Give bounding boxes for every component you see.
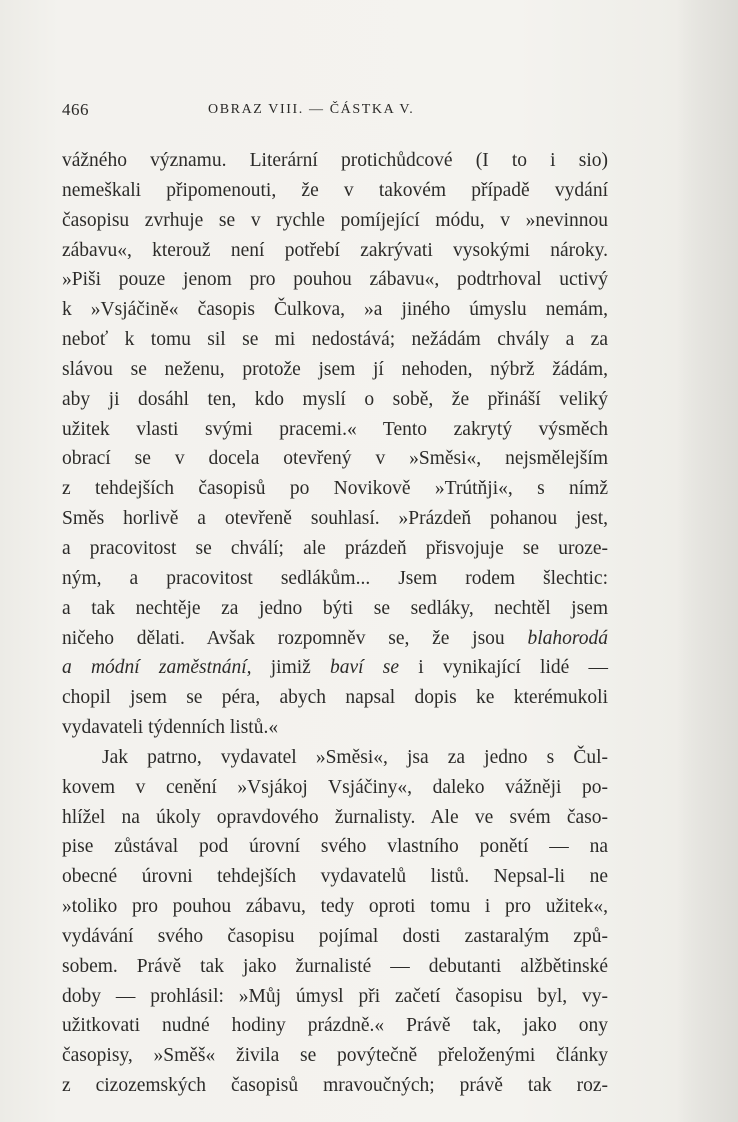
page-header (62, 100, 622, 124)
text-line: pise zůstával pod úrovní svého vlastního ponětí — na (62, 836, 608, 858)
text-span: i vynikající lidé — (399, 657, 608, 679)
text-line: neboť k tomu sil se mi nedostává; nežádám chvály a za (62, 329, 608, 351)
text-line: doby — prohlásil: »Můj úmysl při začetí časopisu byl, vy- (62, 985, 608, 1007)
text-line: obrací se v docela otevřený v »Směsi«, nejsmělejším (62, 448, 608, 470)
text-line (62, 653, 608, 683)
text-line: časopisy, »Směš« živila se povýtečně přeloženými články (62, 1045, 608, 1067)
text-line: sobem. Právě tak jako žurnalisté — debutanti alžbětinské (62, 955, 608, 977)
text-line: a pracovitost se chválí; ale prázdeň přisvojuje se uroze- (62, 537, 608, 559)
page-number: 466 (62, 100, 89, 119)
text-line: nemeškali připomenouti, že v takovém případě vydání (62, 179, 608, 201)
page-edge-shadow (676, 0, 738, 1122)
text-line: časopisu zvrhuje se v rychle pomíjející módu, v »nevinnou (62, 209, 608, 231)
text-line: slávou se neženu, protože jsem jí nehoden, nýbrž žádám, (62, 358, 608, 380)
text-line: »Piši pouze jenom pro pouhou zábavu«, podtrhoval uctivý (62, 269, 608, 291)
text-line: vydavateli týdenních listů.« (62, 717, 279, 739)
text-line: hlížel na úkoly opravdového žurnalisty. Ale ve svém časo- (62, 806, 608, 828)
text-line: a tak nechtěje za jedno býti se sedláky, nechtěl jsem (62, 597, 608, 619)
text-line: vydávání svého časopisu pojímal dosti zastaralým způ- (62, 925, 608, 947)
text-line: chopil jsem se péra, abych napsal dopis ke kterémukoli (62, 687, 608, 709)
text-line: obecné úrovni tehdejších vydavatelů listů. Nepsal-li ne (62, 866, 608, 888)
text-line: Jak patrno, vydavatel »Směsi«, jsa za jedno s Čul- (102, 746, 608, 768)
text-span: jimiž (251, 657, 331, 679)
text-line: ným, a pracovitost sedlákům... Jsem rodem šlechtic: (62, 567, 608, 589)
running-head: OBRAZ VIII. — ČÁSTKA V. (208, 102, 415, 117)
text-span: ničeho dělati. Avšak rozpomněv se, že jsou (62, 627, 528, 649)
italic-span: a módní zaměstnání, (62, 657, 252, 679)
text-line: užitkovati nudné hodiny prázdně.« Právě tak, jako ony (62, 1015, 608, 1037)
italic-span: blahorodá (527, 627, 608, 649)
text-line: aby ji dosáhl ten, kdo myslí o sobě, že přináší veliký (62, 388, 608, 410)
text-line: zábavu«, kterouž není potřebí zakrývati vysokými nároky. (62, 239, 608, 261)
text-line: k »Vsjáčině« časopis Čulkova, »a jiného úmyslu nemám, (62, 299, 608, 321)
text-line: »toliko pro pouhou zábavu, tedy oproti tomu i pro užitek«, (62, 896, 608, 918)
text-line: z tehdejších časopisů po Novikově »Trútňji«, s nímž (62, 478, 608, 500)
text-line: kovem v cenění »Vsjákoj Vsjáčiny«, daleko vážněji po- (62, 776, 608, 798)
text-line: užitek vlasti svými pracemi.« Tento zakrytý výsměch (62, 418, 608, 440)
text-line: Směs horlivě a otevřeně souhlasí. »Prázdeň pohanou jest, (62, 508, 608, 530)
text-line: vážného významu. Literární protichůdcové (I to i sio) (62, 150, 608, 171)
text-line (62, 624, 608, 654)
body-text (62, 146, 608, 1101)
text-line: z cizozemských časopisů mravoučných; právě tak roz- (62, 1075, 608, 1097)
italic-span: baví se (330, 657, 400, 679)
